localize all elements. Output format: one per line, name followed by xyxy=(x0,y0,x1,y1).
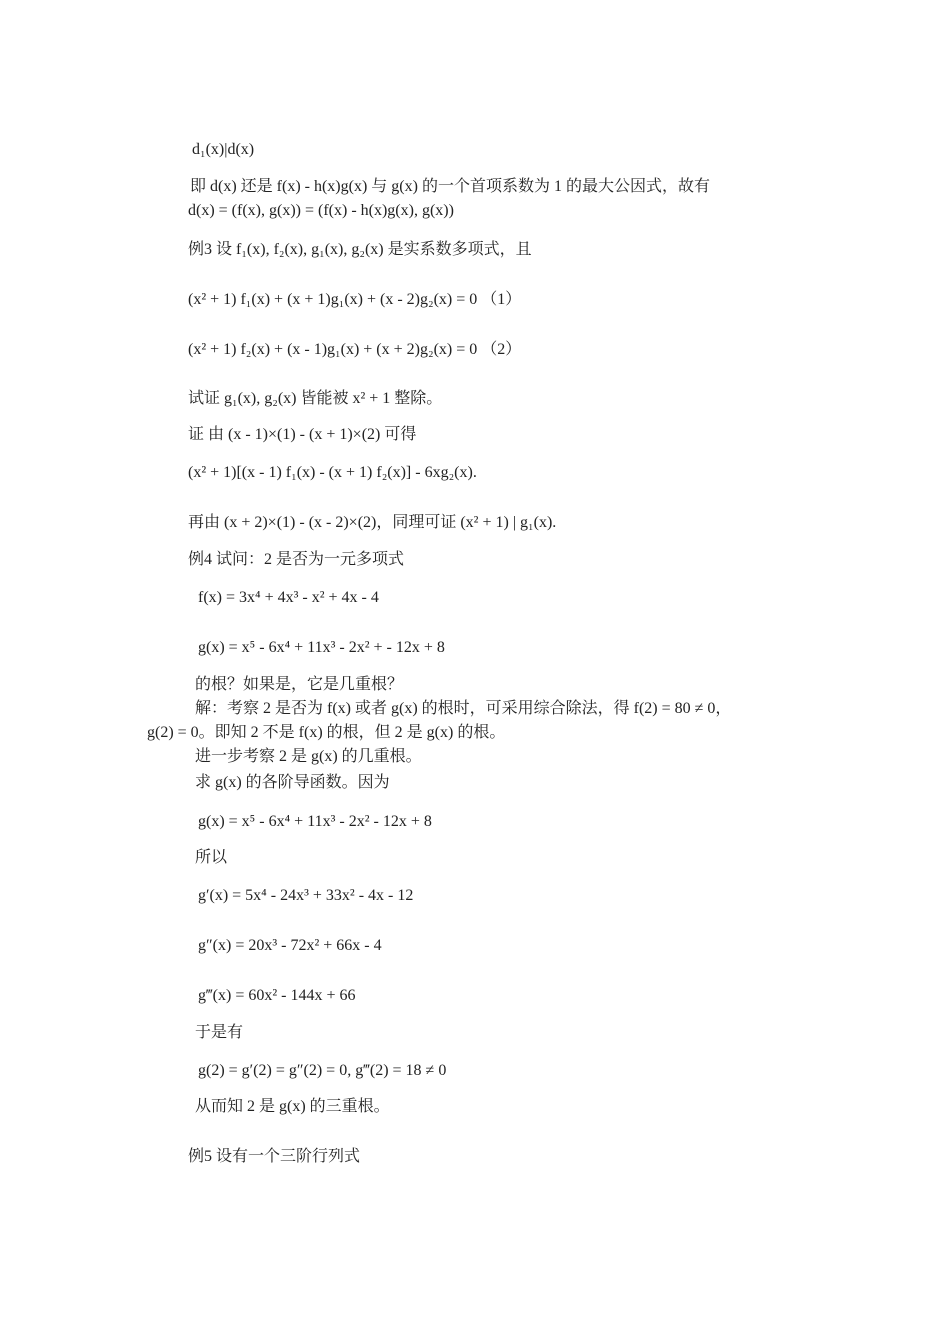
formula-line: g(x) = x⁵ - 6x⁴ + 11x³ - 2x² - 12x + 8 xyxy=(198,813,432,830)
formula-line: f(x) = 3x⁴ + 4x³ - x² + 4x - 4 xyxy=(198,589,379,606)
example-heading: 例5 设有一个三阶行列式 xyxy=(188,1148,361,1165)
equation-2: (x² + 1) f₂(x) + (x - 1)g₁(x) + (x + 2)g₂(x) = 0 （2） xyxy=(188,341,522,358)
formula-line: g‴(x) = 60x² - 144x + 66 xyxy=(198,987,356,1004)
text-line: 求 g(x) 的各阶导函数。因为 xyxy=(195,774,390,791)
text-line: 从而知 2 是 g(x) 的三重根。 xyxy=(195,1098,390,1115)
text-line: 再由 (x + 2)×(1) - (x - 2)×(2)，同理可证 (x² + 1) | g₁(x). xyxy=(188,514,557,531)
formula-line: g(x) = x⁵ - 6x⁴ + 11x³ - 2x² + - 12x + 8 xyxy=(198,639,445,656)
example-heading: 例3 设 f₁(x), f₂(x), g₁(x), g₂(x) 是实系数多项式，且 xyxy=(188,241,532,258)
formula-line: d(x) = (f(x), g(x)) = (f(x) - h(x)g(x), g(x)) xyxy=(188,202,454,219)
text-line: 的根？如果是，它是几重根？ xyxy=(195,676,404,693)
text-line: 于是有 xyxy=(195,1024,244,1041)
formula-line: (x² + 1)[(x - 1) f₁(x) - (x + 1) f₂(x)] - 6xg₂(x). xyxy=(188,464,477,481)
text-line: 即 d(x) 还是 f(x) - h(x)g(x) 与 g(x) 的一个首项系数为 1 的最大公因式，故有 xyxy=(190,178,710,195)
example-heading: 例4 试问：2 是否为一元多项式 xyxy=(188,551,405,568)
text-line: 进一步考察 2 是 g(x) 的几重根。 xyxy=(195,748,422,765)
text-line: d₁(x)|d(x) xyxy=(192,141,255,158)
text-line: 证 由 (x - 1)×(1) - (x + 1)×(2) 可得 xyxy=(188,426,417,443)
formula-line: g(2) = g′(2) = g″(2) = 0, g‴(2) = 18 ≠ 0 xyxy=(198,1062,447,1079)
text-line: 试证 g₁(x), g₂(x) 皆能被 x² + 1 整除。 xyxy=(188,390,443,407)
text-line: 解：考察 2 是否为 f(x) 或者 g(x) 的根时，可采用综合除法，得 f(2) = 80 ≠ 0， xyxy=(195,700,732,717)
equation-1: (x² + 1) f₁(x) + (x + 1)g₁(x) + (x - 2)g₂(x) = 0 （1） xyxy=(188,291,522,308)
formula-line: g″(x) = 20x³ - 72x² + 66x - 4 xyxy=(198,937,382,954)
text-line: g(2) = 0。即知 2 不是 f(x) 的根，但 2 是 g(x) 的根。 xyxy=(147,724,506,741)
formula-line: g′(x) = 5x⁴ - 24x³ + 33x² - 4x - 12 xyxy=(198,887,414,904)
text-line: 所以 xyxy=(195,849,228,866)
